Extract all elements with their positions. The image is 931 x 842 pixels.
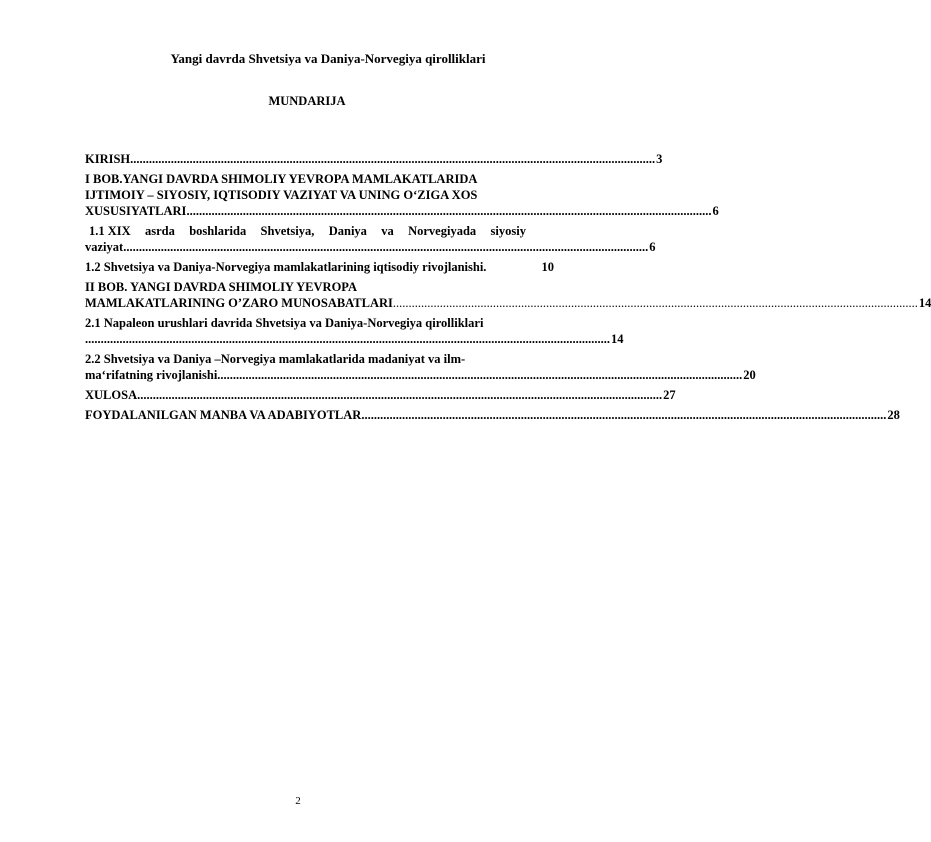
toc-entry-kirish[interactable] — [85, 151, 663, 167]
toc-word: 1.1 XIX — [89, 224, 131, 238]
toc-entry-section-2-2[interactable] — [85, 351, 756, 383]
toc-entry-chapter-2[interactable] — [85, 279, 931, 311]
toc-entry-label: MAMLAKATLARINING O’ZARO MUNOSABATLARI — [85, 296, 393, 310]
toc-word: boshlarida — [189, 224, 247, 238]
dot-leader: ........................................................................................................................................................................ — [130, 152, 656, 166]
toc-word: siyosiy — [490, 224, 526, 238]
toc-page-number: 6 — [712, 204, 719, 218]
table-of-contents — [85, 151, 931, 427]
toc-entry-bibliography[interactable] — [85, 407, 900, 423]
toc-page-number: 14 — [611, 332, 624, 346]
dot-leader: ........................................................................................................................................................................ — [217, 368, 743, 382]
dot-leader: ........................................................................................................................................................................ — [186, 204, 712, 218]
toc-entry-label: FOYDALANILGAN MANBA VA ADABIYOTLAR — [85, 408, 362, 422]
toc-heading: MUNDARIJA — [268, 94, 346, 108]
toc-entry-label: I BOB.YANGI DAVRDA SHIMOLIY YEVROPA MAMLAKATLARIDA — [85, 172, 478, 186]
dot-leader: ........................................................................................................................................................................ — [361, 408, 887, 422]
toc-entry-section-2-1[interactable] — [85, 315, 624, 347]
dot-leader: ........................................................................................................................................................................ — [392, 296, 918, 310]
toc-entry-label: 2.2 Shvetsiya va Daniya –Norvegiya mamlakatlarida madaniyat va ilm- — [85, 352, 466, 366]
toc-page-number: 10 — [541, 260, 554, 274]
document-title: Yangi davrda Shvetsiya va Daniya-Norvegiya qirolliklari — [170, 51, 486, 66]
toc-word: Daniya — [328, 224, 367, 238]
dot-leader: ........................................................................................................................................................................ — [137, 388, 663, 402]
toc-entry-label: IJTIMOIY – SIYOSIY, IQTISODIY VAZIYAT VA UNING O‘ZIGA XOS — [85, 188, 478, 202]
toc-entry-label: vaziyat — [85, 240, 124, 254]
toc-entry-label: ma‘rifatning rivojlanishi — [85, 368, 218, 382]
toc-entry-section-1-2[interactable] — [85, 259, 554, 275]
toc-entry-xulosa[interactable] — [85, 387, 676, 403]
toc-entry-label: KIRISH — [85, 152, 131, 166]
toc-entry-label: 2.1 Napaleon urushlari davrida Shvetsiya va Daniya-Norvegiya qirolliklari — [85, 316, 484, 330]
toc-page-number: 20 — [743, 368, 756, 382]
toc-entry-label: 1.2 Shvetsiya va Daniya-Norvegiya mamlakatlarining iqtisodiy rivojlanishi. — [85, 260, 487, 274]
page-number: 2 — [295, 795, 301, 807]
toc-page-number: 28 — [887, 408, 900, 422]
toc-entry-label: XUSUSIYATLARI — [85, 204, 187, 218]
toc-word: Shvetsiya, — [260, 224, 315, 238]
toc-entry-section-1-1[interactable] — [85, 223, 656, 255]
toc-entry-label: II BOB. YANGI DAVRDA SHIMOLIY YEVROPA — [85, 280, 358, 294]
toc-page-number: 27 — [663, 388, 676, 402]
dot-leader: ........................................................................................................................................................................ — [123, 240, 649, 254]
toc-entry-chapter-1[interactable] — [85, 171, 719, 219]
toc-word: asrda — [145, 224, 175, 238]
toc-word: va — [381, 224, 394, 238]
toc-page-number: 3 — [656, 152, 663, 166]
toc-page-number: 14 — [918, 296, 931, 310]
toc-entry-label: XULOSA — [85, 388, 138, 402]
dot-leader: ........................................................................................................................................................................ — [85, 332, 610, 346]
toc-page-number: 6 — [649, 240, 656, 254]
toc-word: Norvegiyada — [408, 224, 477, 238]
